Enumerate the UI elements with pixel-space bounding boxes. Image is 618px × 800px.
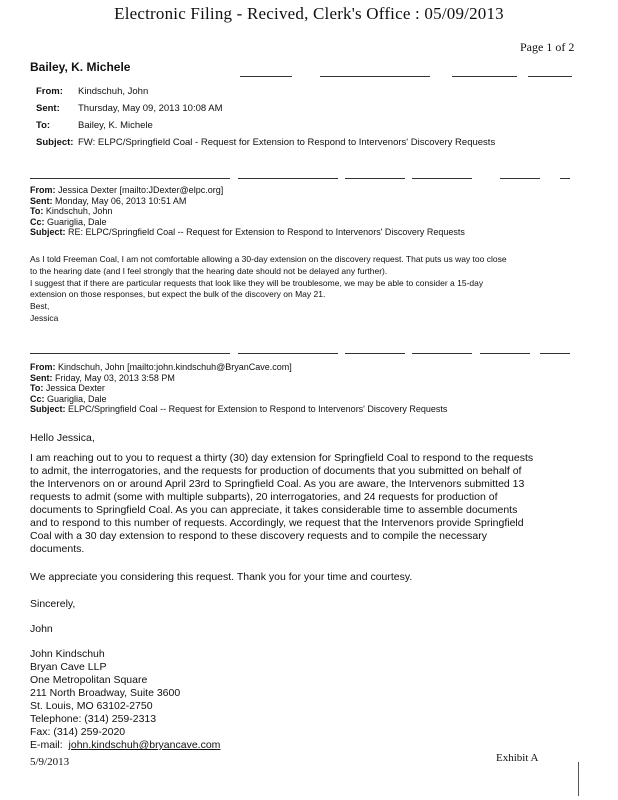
body-line: documents to Springfield Coal. As you can appreciate, it takes considerable time to assemble documents (30, 504, 518, 516)
divider (540, 353, 570, 354)
email2-from-row (30, 185, 465, 196)
signature-line: Bryan Cave LLP (30, 661, 107, 673)
email3-subject-row (30, 404, 447, 415)
divider (238, 178, 338, 179)
to-label: To: (30, 206, 44, 216)
divider (528, 76, 572, 77)
signature-line: Telephone: (314) 259-2313 (30, 713, 157, 725)
mailbox-owner-name: Bailey, K. Michele (30, 60, 131, 74)
divider (345, 353, 405, 354)
email3-cc-row (30, 394, 447, 405)
body-line: the Intervenors on or around April 23rd to Springfield Coal. As you are aware, the Intervenors submitted 13 (30, 478, 525, 490)
from-label: From: (30, 362, 56, 372)
sent-label: Sent: (36, 103, 60, 114)
body-line: I suggest that if there are particular requests that look like they will be troublesome, we may be able to consider a 15-day (30, 277, 484, 288)
email3-from: Kindschuh, John [mailto:john.kindschuh@BryanCave.com] (58, 362, 292, 372)
to-label: To: (36, 120, 51, 131)
email2-header (30, 185, 465, 238)
email1-subject: FW: ELPC/Springfield Coal - Request for Extension to Respond to Intervenors' Discovery Requests (78, 137, 496, 148)
body-line: and to respond to this number of requests. Accordingly, we request that the Intervenors provide Springfield (30, 517, 524, 529)
sent-label: Sent: (30, 195, 53, 206)
divider (412, 178, 472, 179)
body-line: Coal with a 30 day extension to respond to these discovery requests and to compile the necessary (30, 530, 488, 542)
divider (500, 178, 540, 179)
email3-sent: Friday, May 03, 2013 3:58 PM (55, 372, 175, 383)
email3-cc: Guariglia, Dale (47, 393, 107, 404)
email3-to-row (30, 383, 447, 394)
email2-cc-row (30, 217, 465, 228)
body-line: As I told Freeman Coal, I am not comfortable allowing a 30-day extension on the discovery request. That puts us way too close (30, 254, 507, 264)
email1-to: Bailey, K. Michele (78, 120, 153, 131)
email2-to-row (30, 206, 465, 217)
divider (345, 178, 405, 179)
email1-sent-row (36, 100, 495, 117)
email1-from-row (36, 83, 495, 100)
email2-subject-row (30, 227, 465, 238)
subject-label: Subject: (30, 404, 66, 414)
email1-from: Kindschuh, John (78, 86, 149, 97)
email3-sent-row (30, 373, 447, 384)
cc-label: Cc: (30, 393, 45, 404)
divider (320, 76, 430, 77)
body-line: Best, (30, 301, 50, 312)
divider (30, 353, 230, 354)
email-label: E-mail: (30, 739, 63, 751)
email2-from: Jessica Dexter [mailto:JDexter@elpc.org] (58, 185, 224, 195)
email2-subject: RE: ELPC/Springfield Coal -- Request for Extension to Respond to Intervenors' Discovery Requests (68, 227, 465, 237)
sent-label: Sent: (30, 372, 53, 383)
email3-from-row (30, 362, 447, 373)
body-line: Jessica (30, 312, 59, 323)
signature-email-row (30, 739, 220, 752)
divider (240, 76, 292, 77)
divider (452, 76, 517, 77)
email3-header (30, 362, 447, 415)
email2-cc: Guariglia, Dale (47, 216, 107, 227)
signature-line: 211 North Broadway, Suite 3600 (30, 687, 181, 699)
email2-to: Kindschuh, John (45, 206, 113, 216)
divider (238, 353, 338, 354)
to-label: To: (30, 383, 44, 393)
body-line: extension on those responses, but expect the bulk of the discovery on May 21. (30, 289, 326, 300)
exhibit-label: Exhibit A (496, 752, 539, 764)
email-link[interactable]: john.kindschuh@bryancave.com (68, 739, 221, 751)
signature-line: Fax: (314) 259-2020 (30, 726, 126, 738)
filing-stamp: Electronic Filing - Recived, Clerk's Office : 05/09/2013 (114, 4, 504, 23)
body-line: requests to admit (some with multiple subparts), 20 interrogatories, and 24 requests for production of (30, 491, 498, 503)
email3-signature (30, 648, 220, 752)
scan-artifact-line (578, 762, 579, 796)
signature-line: One Metropolitan Square (30, 674, 148, 686)
email3-first-name: John (30, 623, 53, 635)
divider (560, 178, 570, 179)
divider (412, 353, 472, 354)
email1-header (36, 83, 495, 151)
email3-paragraph-1 (30, 452, 533, 556)
email2-sent-row (30, 196, 465, 207)
email3-greeting: Hello Jessica, (30, 432, 95, 444)
subject-label: Subject: (36, 137, 74, 148)
signature-line: St. Louis, MO 63102-2750 (30, 700, 153, 712)
body-line: documents. (30, 543, 85, 555)
body-line: to the hearing date (and I feel strongly that the hearing date should not be delayed any further). (30, 265, 388, 276)
subject-label: Subject: (30, 227, 66, 237)
divider (480, 353, 530, 354)
email2-sent: Monday, May 06, 2013 10:51 AM (55, 195, 187, 206)
email3-subject: ELPC/Springfield Coal -- Request for Extension to Respond to Intervenors' Discovery Requests (68, 404, 448, 414)
email3-paragraph-2: We appreciate you considering this request. Thank you for your time and courtesy. (30, 571, 413, 583)
cc-label: Cc: (30, 216, 45, 227)
body-line: I am reaching out to you to request a thirty (30) day extension for Springfield Coal to respond to the requests (30, 452, 534, 464)
email1-sent: Thursday, May 09, 2013 10:08 AM (78, 103, 223, 114)
from-label: From: (36, 86, 63, 97)
body-line: to admit, the interrogatories, and the requests for production of documents that you submitted on behalf of (30, 465, 522, 477)
from-label: From: (30, 185, 56, 195)
divider (30, 178, 230, 179)
email2-body (30, 254, 590, 325)
email1-to-row (36, 117, 495, 134)
email3-to: Jessica Dexter (45, 383, 105, 393)
email3-closing: Sincerely, (30, 598, 76, 610)
footer-date: 5/9/2013 (30, 756, 70, 768)
page-number: Page 1 of 2 (520, 40, 575, 54)
email1-subject-row (36, 134, 495, 151)
signature-line: John Kindschuh (30, 648, 105, 660)
